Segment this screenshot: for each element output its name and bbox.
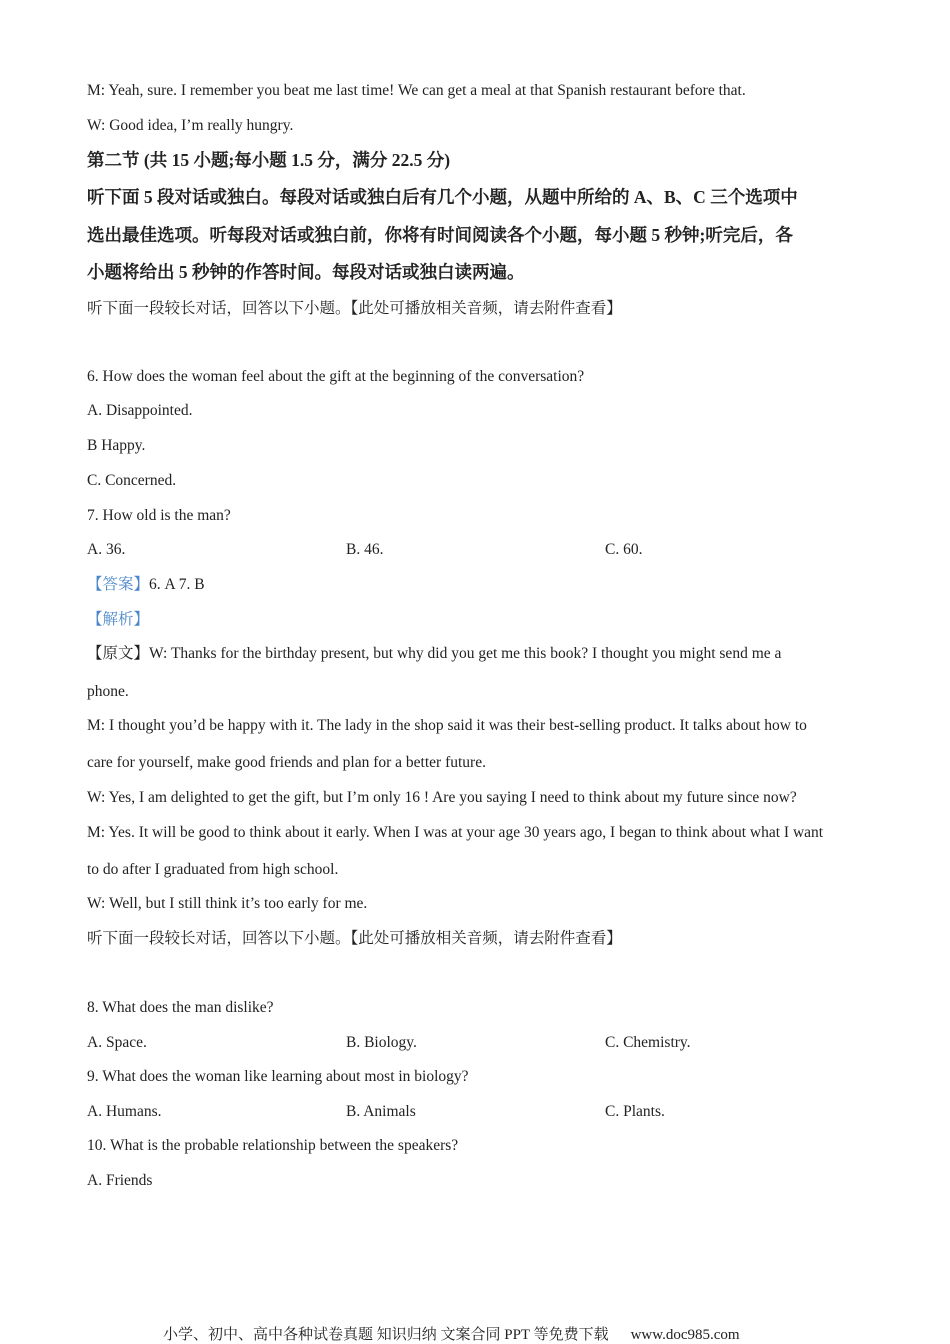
option-8a: A. Space. (87, 1034, 147, 1051)
option-10a: A. Friends (87, 1172, 153, 1189)
option-8b: B. Biology. (346, 1034, 417, 1051)
question-10: 10. What is the probable relationship between the speakers? (87, 1137, 459, 1154)
question-9: 9. What does the woman like learning about most in biology? (87, 1068, 469, 1085)
audio-note: 听下面一段较长对话，回答以下小题。【此处可播放相关音频，请去附件查看】 (87, 930, 622, 947)
transcript-line: M: I thought you’d be happy with it. The lady in the shop said it was their best-selling product. It talks about how to (87, 717, 807, 734)
transcript-line: care for yourself, make good friends and plan for a better future. (87, 754, 486, 771)
instructions-line: 小题将给出 5 秒钟的作答时间。每段对话或独白读两遍。 (87, 262, 525, 282)
question-7: 7. How old is the man? (87, 507, 231, 524)
transcript-line: W: Well, but I still think it’s too early for me. (87, 895, 368, 912)
question-8: 8. What does the man dislike? (87, 999, 274, 1016)
answer-row (87, 575, 205, 595)
option-7b: B. 46. (346, 541, 384, 558)
instructions-line: 听下面 5 段对话或独白。每段对话或独白后有几个小题，从题中所给的 A、B、C 三个选项中 (87, 187, 798, 207)
footer-url[interactable]: www.doc985.com (630, 1327, 740, 1343)
dialogue-line: W: Good idea, I’m really hungry. (87, 117, 294, 134)
option-9b: B. Animals (346, 1103, 416, 1120)
section-title: 第二节 (共 15 小题;每小题 1.5 分，满分 22.5 分) (87, 150, 451, 170)
answer-text: 6. A 7. B (149, 576, 205, 593)
option-6a: A. Disappointed. (87, 402, 193, 419)
analysis-label: 【解析】 (87, 611, 150, 628)
question-6: 6. How does the woman feel about the gift at the beginning of the conversation? (87, 368, 585, 385)
option-8c: C. Chemistry. (605, 1034, 691, 1051)
transcript-line: to do after I graduated from high school. (87, 861, 339, 878)
transcript-line: M: Yes. It will be good to think about it early. When I was at your age 30 years ago, I began to think about what I want (87, 824, 824, 841)
option-7a: A. 36. (87, 541, 126, 558)
dialogue-line: M: Yeah, sure. I remember you beat me last time! We can get a meal at that Spanish restaurant before that. (87, 82, 746, 99)
option-9c: C. Plants. (605, 1103, 665, 1120)
transcript-line: W: Yes, I am delighted to get the gift, but I’m only 16 ! Are you saying I need to think about my future since now? (87, 789, 797, 806)
audio-note: 听下面一段较长对话，回答以下小题。【此处可播放相关音频，请去附件查看】 (87, 300, 622, 317)
instructions-line: 选出最佳选项。听每段对话或独白前，你将有时间阅读各个小题，每小题 5 秒钟;听完后，各 (87, 225, 793, 245)
option-6c: C. Concerned. (87, 472, 177, 489)
option-6b: B Happy. (87, 437, 146, 454)
footer-text: 小学、初中、高中各种试卷真题 知识归纳 文案合同 PPT 等免费下载 (163, 1327, 609, 1343)
page-footer (163, 1323, 740, 1344)
transcript-line: 【原文】W: Thanks for the birthday present, but why did you get me this book? I thought you might send me a (87, 645, 782, 662)
transcript-line: phone. (87, 683, 129, 700)
option-9a: A. Humans. (87, 1103, 162, 1120)
answer-label: 【答案】 (87, 576, 150, 593)
option-7c: C. 60. (605, 541, 643, 558)
